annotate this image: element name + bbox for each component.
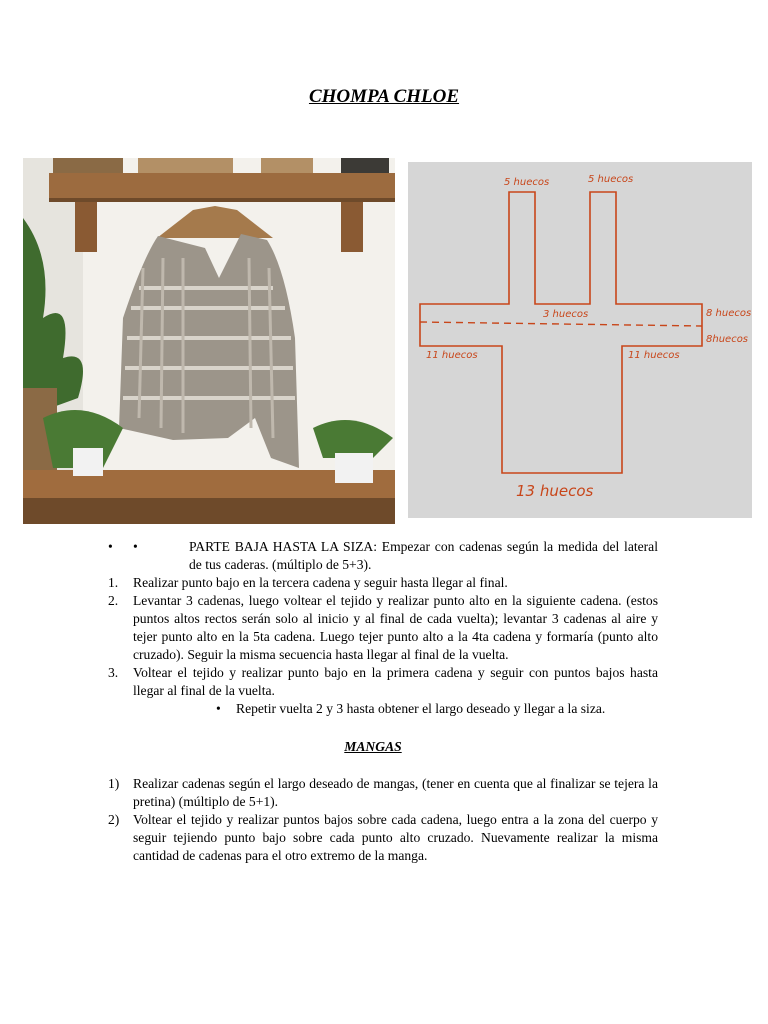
label-top-left: 5 huecos [504,177,550,188]
step-text: Realizar punto bajo en la tercera cadena y seguir hasta llegar al final. [133,575,508,590]
step-marker: 3. [108,665,119,680]
mangas-step-2 [108,811,658,865]
step-text: Voltear el tejido y realizar punto bajo en la primera cadena y seguir con puntos bajos hasta llegar al final de la vuelta. [133,665,658,698]
step-1 [108,574,658,592]
step-marker: 2. [108,593,119,608]
label-right-mid: 11 huecos [628,350,680,361]
bullet-marker: • [108,539,113,554]
step-text: Levantar 3 cadenas, luego voltear el tejido y realizar punto alto en la siguiente cadena. (estos puntos altos rectos serán solo al inicio y al final de cada vuelta); levantar 3 cadenas al aire y tejer punto alto en la 5ta cadena. Luego tejer punto alto a la 4ta cadena y formaría (punto alto cruzado). Seguir la misma secuencia hasta llegar al final de la vuelta. [133,593,658,662]
step-marker: 1) [108,776,120,791]
mangas-step-1 [108,775,658,811]
label-center: 3 huecos [543,309,589,320]
bullet-marker: • [133,539,138,554]
repeat-item [108,700,658,718]
pattern-diagram [408,162,752,518]
step-text: Realizar cadenas según el largo deseado de mangas, (tener en cuenta que al finalizar se tejera la pretina) (múltiplo de 5+1). [133,776,658,809]
intro-item [108,538,658,574]
cardigan-photo [23,158,395,524]
step-2 [108,592,658,664]
page-title: CHOMPA CHLOE [308,86,460,107]
bullet-marker: • [216,701,221,716]
label-right-lower: 8huecos [706,334,749,345]
step-marker: 2) [108,812,120,827]
section-title-mangas: MANGAS [344,739,402,754]
step-marker: 1. [108,575,119,590]
step-text: Voltear el tejido y realizar puntos bajos sobre cada cadena, luego entra a la zona del cuerpo y seguir tejiendo punto bajo sobre cada punto alto cruzado. Nuevamente realizar la misma cantidad de cadenas para el otro extremo de la manga. [133,812,658,863]
intro-text: PARTE BAJA HASTA LA SIZA: Empezar con cadenas según la medida del lateral de tus caderas. (múltiplo de 5+3). [189,539,658,572]
label-bottom: 13 huecos [516,482,594,500]
repeat-text: Repetir vuelta 2 y 3 hasta obtener el largo deseado y llegar a la siza. [236,701,606,716]
step-3 [108,664,658,700]
label-right-upper: 8 huecos [706,308,752,319]
label-top-right: 5 huecos [588,174,634,185]
label-left-mid: 11 huecos [426,350,478,361]
instructions [108,538,658,865]
